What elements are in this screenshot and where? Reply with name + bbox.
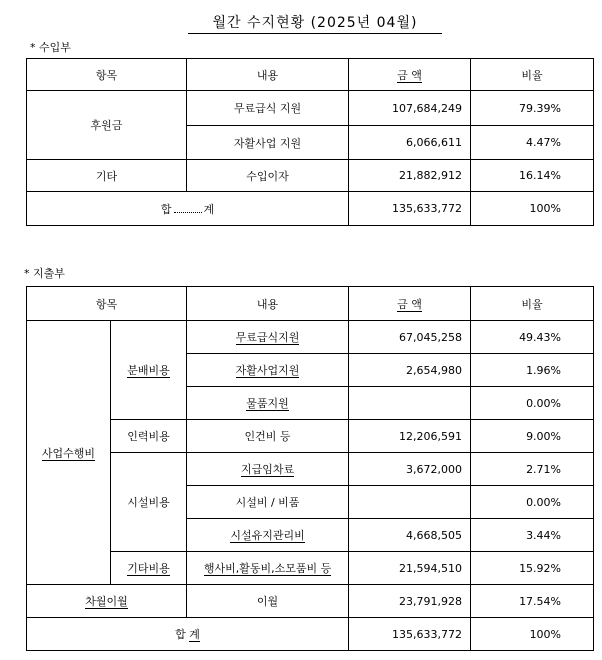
carryover-row bbox=[27, 585, 594, 618]
expense-row bbox=[27, 420, 594, 453]
expense-ratio: 3.44% bbox=[471, 519, 594, 552]
expense-ratio: 15.92% bbox=[471, 552, 594, 585]
expense-row bbox=[27, 321, 594, 354]
income-other-content: 수입이자 bbox=[187, 160, 349, 192]
income-total-label: 합 계 bbox=[27, 192, 349, 226]
header-content: 내용 bbox=[187, 59, 349, 91]
expense-content: 시설유지관리비 bbox=[187, 519, 349, 552]
expense-ratio: 49.43% bbox=[471, 321, 594, 354]
expense-content: 자활사업지원 bbox=[187, 354, 349, 387]
income-amount: 6,066,611 bbox=[349, 126, 471, 160]
expense-amount: 3,672,000 bbox=[349, 453, 471, 486]
income-other-item: 기타 bbox=[27, 160, 187, 192]
carryover-ratio: 17.54% bbox=[471, 585, 594, 618]
income-ratio: 79.39% bbox=[471, 91, 594, 126]
header-ratio: 비율 bbox=[471, 59, 594, 91]
header-item: 항목 bbox=[27, 287, 187, 321]
distribution-label: 분배비용 bbox=[111, 321, 187, 420]
expense-table bbox=[26, 286, 594, 651]
header-amount: 금 액 bbox=[349, 287, 471, 321]
income-other-ratio: 16.14% bbox=[471, 160, 594, 192]
expense-header-row bbox=[27, 287, 594, 321]
income-total-row bbox=[27, 192, 594, 226]
expense-amount: 4,668,505 bbox=[349, 519, 471, 552]
personnel-label: 인력비용 bbox=[111, 420, 187, 453]
expense-ratio: 9.00% bbox=[471, 420, 594, 453]
facility-label: 시설비용 bbox=[111, 453, 187, 552]
income-header-row bbox=[27, 59, 594, 91]
income-total-amount: 135,633,772 bbox=[349, 192, 471, 226]
carryover-content: 이월 bbox=[187, 585, 349, 618]
expense-amount: 21,594,510 bbox=[349, 552, 471, 585]
expense-ratio: 0.00% bbox=[471, 387, 594, 420]
expense-total-row bbox=[27, 618, 594, 651]
expense-content: 시설비 / 비품 bbox=[187, 486, 349, 519]
expense-ratio: 1.96% bbox=[471, 354, 594, 387]
carryover-item: 차월이월 bbox=[27, 585, 187, 618]
expense-amount: 67,045,258 bbox=[349, 321, 471, 354]
expense-ratio: 0.00% bbox=[471, 486, 594, 519]
expense-total-amount: 135,633,772 bbox=[349, 618, 471, 651]
income-total-ratio: 100% bbox=[471, 192, 594, 226]
expense-section-label: * 지출부 bbox=[24, 267, 65, 280]
income-ratio: 4.47% bbox=[471, 126, 594, 160]
carryover-amount: 23,791,928 bbox=[349, 585, 471, 618]
income-table bbox=[26, 58, 594, 226]
expense-content: 인건비 등 bbox=[187, 420, 349, 453]
expense-content: 무료급식지원 bbox=[187, 321, 349, 354]
header-content: 내용 bbox=[187, 287, 349, 321]
header-item: 항목 bbox=[27, 59, 187, 91]
income-amount: 107,684,249 bbox=[349, 91, 471, 126]
income-group-donation: 후원금 bbox=[27, 91, 187, 160]
expense-row bbox=[27, 453, 594, 486]
page-title: 월간 수지현황 (2025년 04월) bbox=[188, 12, 442, 34]
income-section-label: * 수입부 bbox=[30, 41, 71, 54]
income-other-amount: 21,882,912 bbox=[349, 160, 471, 192]
expense-total-ratio: 100% bbox=[471, 618, 594, 651]
expense-amount bbox=[349, 486, 471, 519]
income-other-row bbox=[27, 160, 594, 192]
other-expense-label: 기타비용 bbox=[111, 552, 187, 585]
expense-content: 지급임차료 bbox=[187, 453, 349, 486]
expense-amount bbox=[349, 387, 471, 420]
expense-ratio: 2.71% bbox=[471, 453, 594, 486]
income-content: 자활사업 지원 bbox=[187, 126, 349, 160]
expense-amount: 2,654,980 bbox=[349, 354, 471, 387]
header-ratio: 비율 bbox=[471, 287, 594, 321]
expense-content: 행사비,활동비,소모품비 등 bbox=[187, 552, 349, 585]
header-amount: 금 액 bbox=[349, 59, 471, 91]
expense-group-project: 사업수행비 bbox=[27, 321, 111, 585]
expense-amount: 12,206,591 bbox=[349, 420, 471, 453]
expense-content: 물품지원 bbox=[187, 387, 349, 420]
expense-total-label: 합 계 bbox=[27, 618, 349, 651]
expense-row bbox=[27, 552, 594, 585]
income-content: 무료급식 지원 bbox=[187, 91, 349, 126]
income-row bbox=[27, 91, 594, 126]
